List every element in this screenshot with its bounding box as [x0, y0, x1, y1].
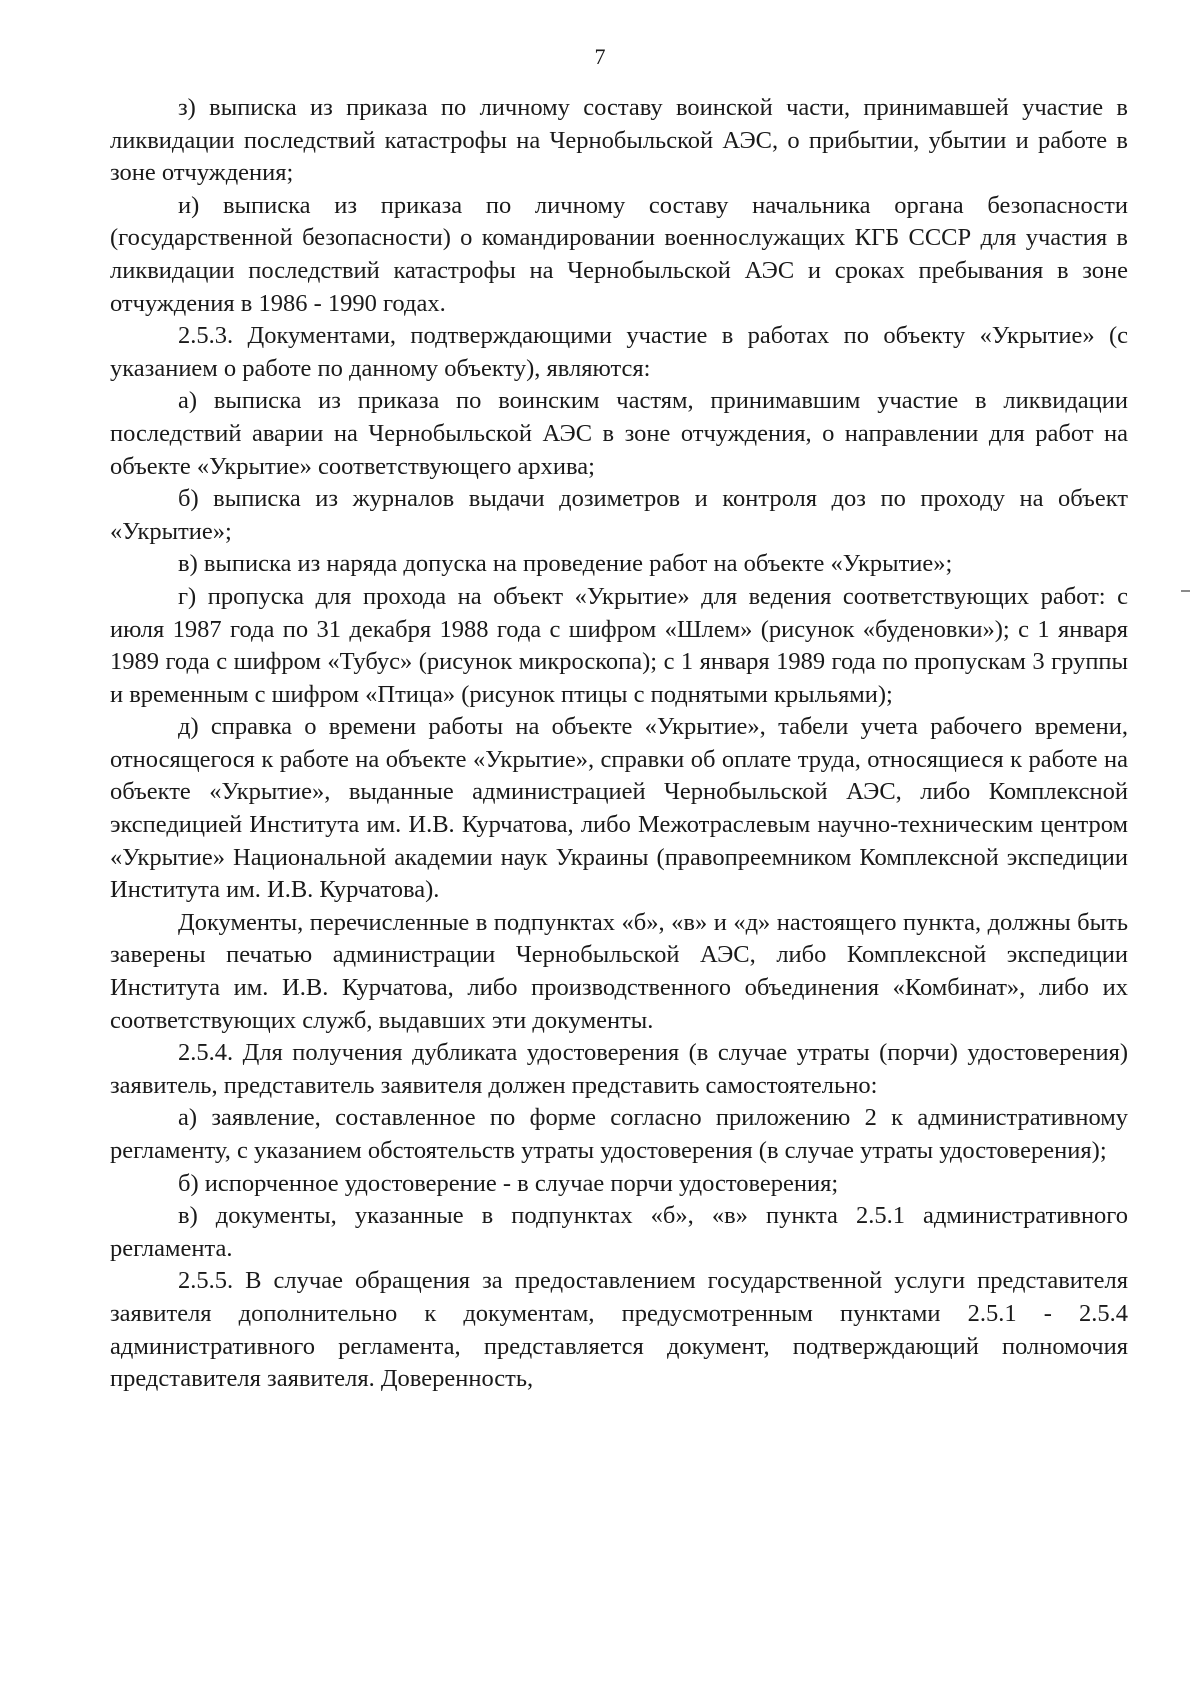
scan-margin-mark: [1181, 590, 1190, 592]
paragraph-item-v: в) выписка из наряда допуска на проведение работ на объекте «Укрытие»;: [178, 550, 953, 578]
paragraph-section-2-5-3: 2.5.3. Документами, подтверждающими участие в работах по объекту «Укрытие» (с указанием о работе по данному объекту), являются:: [110, 322, 1128, 382]
paragraph-item-a-2: а) заявление, составленное по форме согласно приложению 2 к административному регламенту, с указанием обстоятельств утраты удостоверения (в случае утраты удостоверения);: [110, 1104, 1128, 1164]
paragraph-item-a: а) выписка из приказа по воинским частям, принимавшим участие в ликвидации последствий аварии на Чернобыльской АЭС в зоне отчуждения, о направлении для работ на объекте «Укрытие» соответствующего архива;: [110, 387, 1128, 480]
paragraph-item-z: з) выписка из приказа по личному составу воинской части, принимавшей участие в ликвидации последствий катастрофы на Чернобыльской АЭС, о прибытии, убытии и работе в зоне отчуждения;: [110, 94, 1128, 187]
paragraph-item-i: и) выписка из приказа по личному составу начальника органа безопасности (государственной безопасности) о командировании военнослужащих КГБ СССР для участия в ликвидации последствий катастрофы на Чернобыльской АЭС и сроках пребывания в зоне отчуждения в 1986 - 1990 годах.: [110, 191, 1128, 317]
paragraph-certification: Документы, перечисленные в подпунктах «б», «в» и «д» настоящего пункта, должны быть заверены печатью администрации Чернобыльской АЭС, либо Комплексной экспедиции Института им. И.В. Курчатова, либо производственного объединения «Комбинат», либо их соответствующих служб, выдавших эти документы.: [110, 908, 1128, 1034]
paragraph-item-b-2: б) испорченное удостоверение - в случае порчи удостоверения;: [178, 1169, 839, 1197]
page-number: 7: [594, 44, 606, 69]
paragraph-item-d: д) справка о времени работы на объекте «Укрытие», табели учета рабочего времени, относящегося к работе на объекте «Укрытие», справки об оплате труда, относящиеся к работе на объекте «Укрытие», выданные администрацией Чернобыльской АЭС, либо Комплексной экспедицией Института им. И.В. Курчатова, либо Межотраслевым научно-техническим центром «Укрытие» Национальной академии наук Украины (правопреемником Комплексной экспедиции Института им. И.В. Курчатова).: [110, 713, 1128, 904]
paragraph-item-v-2: в) документы, указанные в подпунктах «б», «в» пункта 2.5.1 административного регламента.: [110, 1202, 1128, 1262]
paragraph-item-b: б) выписка из журналов выдачи дозиметров и контроля доз по проходу на объект «Укрытие»;: [110, 485, 1128, 545]
paragraph-section-2-5-4: 2.5.4. Для получения дубликата удостоверения (в случае утраты (порчи) удостоверения) заявитель, представитель заявителя должен представить самостоятельно:: [110, 1039, 1128, 1099]
paragraph-item-g: г) пропуска для прохода на объект «Укрытие» для ведения соответствующих работ: с июля 1987 года по 31 декабря 1988 года с шифром «Шлем» (рисунок «буденовки»); с 1 января 1989 года с шифром «Тубус» (рисунок микроскопа); с 1 января 1989 года по пропускам 3 группы и временным с шифром «Птица» (рисунок птицы с поднятыми крыльями);: [110, 582, 1128, 708]
document-body: [110, 92, 1128, 1396]
paragraph-section-2-5-5: 2.5.5. В случае обращения за предоставлением государственной услуги представителя заявителя дополнительно к документам, предусмотренным пунктами 2.5.1 - 2.5.4 административного регламента, представляется документ, подтверждающий полномочия представителя заявителя. Доверенность,: [110, 1267, 1128, 1393]
